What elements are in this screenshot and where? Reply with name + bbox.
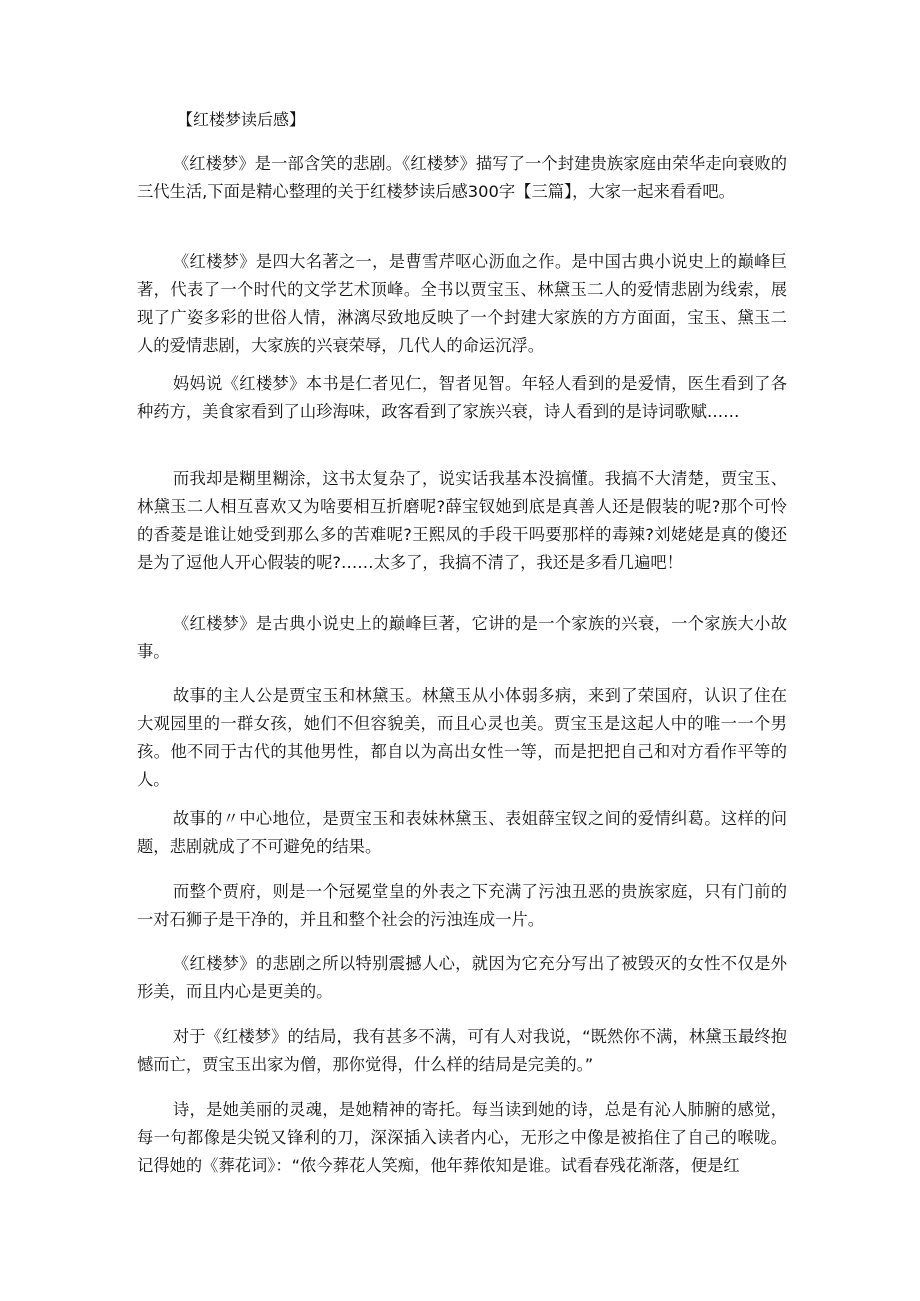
paragraph-overview: 《红楼梦》是四大名著之一，是曹雪芹呕心沥血之作。是中国古典小说史上的巅峰巨著，代表了一个时代的文学艺术顶峰。全书以贾宝玉、林黛玉二人的爱情悲剧为线索，展现了广姿多彩的世俗人情，淋漓尽致地反映了一个封建大家族的方方面面，宝玉、黛玉二人的爱情悲剧，大家族的兴衰荣辱，几代人的命运沉浮。 — [137, 252, 787, 355]
paragraph-ending: 对于《红楼梦》的结局，我有甚多不满，可有人对我说，“既然你不满，林黛玉最终抱憾而亡，贾宝玉出家为僧，那你觉得，什么样的结局是完美的。” — [137, 1027, 787, 1074]
paragraph-mother-view: 妈妈说《红楼梦》本书是仁者见仁，智者见智。年轻人看到的是爱情，医生看到了各种药方，美食家看到了山珍海味，政客看到了家族兴衰，诗人看到的是诗词歌赋…… — [137, 374, 787, 421]
paragraph-jia-mansion: 而整个贾府，则是一个冠冕堂皇的外表之下充满了污浊丑恶的贵族家庭，只有门前的一对石狮子是干净的，并且和整个社会的污浊连成一片。 — [137, 882, 787, 929]
paragraph-tragedy: 《红楼梦》的悲剧之所以特别震撼人心，就因为它充分写出了被毁灭的女性不仅是外形美，而且内心是更美的。 — [137, 954, 787, 1001]
paragraph-poetry: 诗，是她美丽的灵魂，是她精神的寄托。每当读到她的诗，总是有沁人肺腑的感觉，每一句都像是尖锐又锋利的刀，深深插入读者内心，无形之中像是被掐住了自己的喉咙。记得她的《葬花词》：“侬今葬花人笑痴，他年葬侬知是谁。试看春残花渐落，便是红 — [137, 1100, 787, 1175]
document-title: 【红楼梦读后感】 — [177, 110, 306, 129]
paragraph-central-plot: 故事的〃中心地位，是贾宝玉和表妹林黛玉、表姐薛宝钗之间的爱情纠葛。这样的问题，悲剧就成了不可避免的结果。 — [137, 809, 787, 856]
paragraph-protagonists: 故事的主人公是贾宝玉和林黛玉。林黛玉从小体弱多病，来到了荣国府，认识了住在大观园里的一群女孩，她们不但容貌美，而且心灵也美。贾宝玉是这起人中的唯一一个男孩。他不同于古代的其他男性，都自以为高出女性一等，而是把把自己和对方看作平等的人。 — [137, 686, 787, 789]
paragraph-intro: 《红楼梦》是一部含笑的悲剧。《红楼梦》描写了一个封建贵族家庭由荣华走向衰败的三代生活,下面是精心整理的关于红楼梦读后感300字【三篇】，大家一起来看看吧。 — [137, 154, 787, 201]
paragraph-confusion: 而我却是糊里糊涂，这书太复杂了，说实话我基本没搞懂。我搞不大清楚，贾宝玉、林黛玉二人相互喜欢又为啥要相互折磨呢?薛宝钗她到底是真善人还是假装的呢?那个可怜的香菱是谁让她受到那么多的苦难呢?王熙凤的手段干吗要那样的毒辣?刘姥姥是真的傻还是为了逗他人开心假装的呢?……太多了，我搞不清了，我还是多看几遍吧！ — [137, 469, 787, 572]
paragraph-classic: 《红楼梦》是古典小说史上的巅峰巨著，它讲的是一个家族的兴衰，一个家族大小故事。 — [137, 614, 787, 661]
